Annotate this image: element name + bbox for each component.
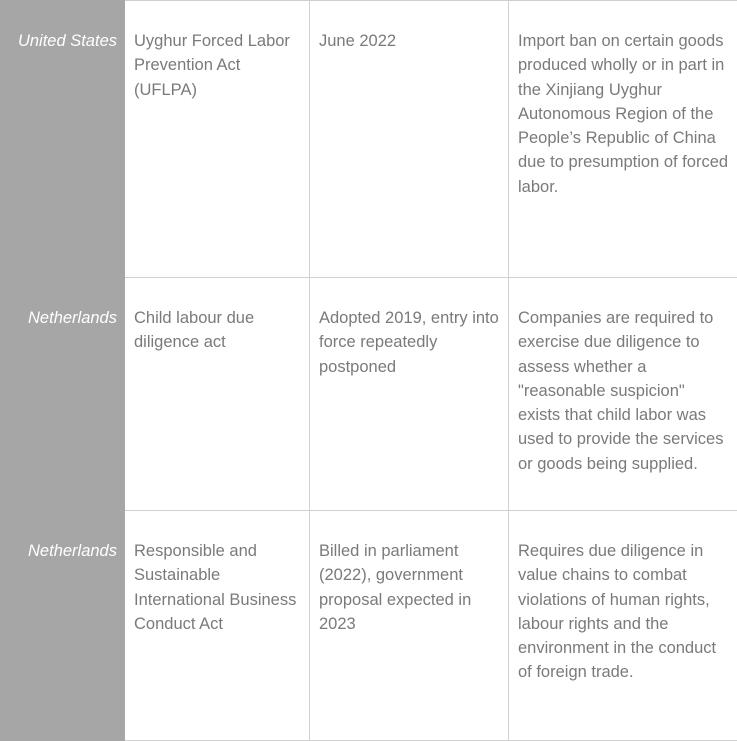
- law-name-cell: Uyghur Forced Labor Prevention Act (UFLPA): [125, 1, 310, 278]
- description-cell: Import ban on certain goods produced wholly or in part in the Xinjiang Uyghur Autonomous Region of the People’s Republic of China due to presumption of forced labor.: [509, 1, 737, 278]
- country-cell: United States: [1, 1, 125, 278]
- law-name-cell: Child labour due diligence act: [125, 278, 310, 511]
- date-status-cell: Billed in parliament (2022), government proposal expected in 2023: [310, 511, 509, 741]
- table-row: [1, 511, 737, 741]
- law-name-cell: Responsible and Sustainable International Business Conduct Act: [125, 511, 310, 741]
- description-cell: Companies are required to exercise due diligence to assess whether a "reasonable suspicion" exists that child labor was used to provide the services or goods being supplied.: [509, 278, 737, 511]
- table-row: [1, 1, 737, 278]
- date-status-cell: June 2022: [310, 1, 509, 278]
- country-cell: Netherlands: [1, 511, 125, 741]
- date-status-cell: Adopted 2019, entry into force repeatedly postponed: [310, 278, 509, 511]
- table-row: [1, 278, 737, 511]
- description-cell: Requires due diligence in value chains to combat violations of human rights, labour rights and the environment in the conduct of foreign trade.: [509, 511, 737, 741]
- country-cell: Netherlands: [1, 278, 125, 511]
